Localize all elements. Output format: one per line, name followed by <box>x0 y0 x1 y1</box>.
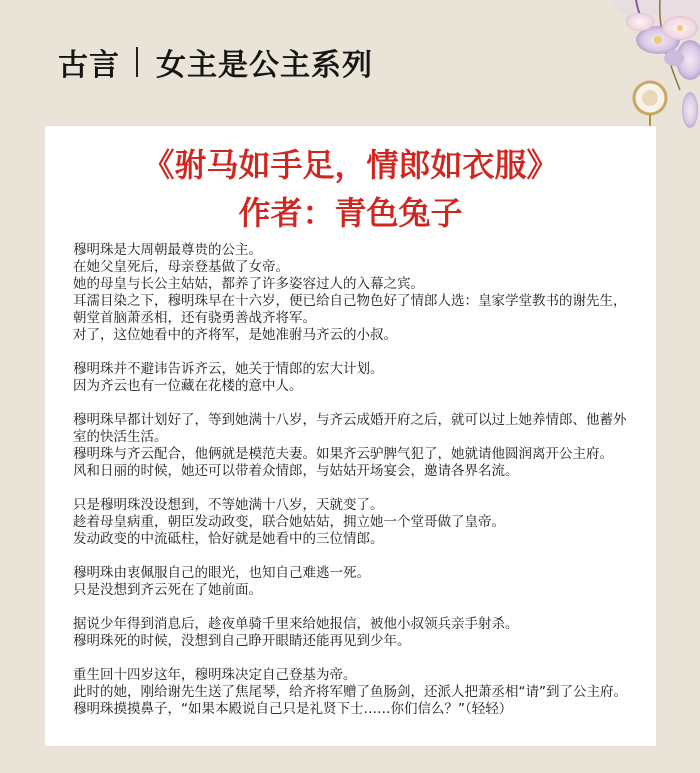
summary-card <box>45 126 656 746</box>
book-title: 《驸马如手足，情郎如衣服》 <box>142 146 559 184</box>
text-line: 重生回十四岁这年，穆明珠决定自己登基为帝。 <box>73 667 357 683</box>
synopsis <box>73 242 633 735</box>
text-line: 穆明珠是大周朝最尊贵的公主。 <box>73 242 262 258</box>
text-line: 趁着母皇病重，朝臣发动政变，联合她姑姑，拥立她一个堂哥做了皇帝。 <box>73 514 505 530</box>
paragraph <box>73 616 633 650</box>
paragraph <box>73 565 633 599</box>
text-line: 因为齐云也有一位藏在花楼的意中人。 <box>73 378 303 394</box>
category-label: 古言 <box>58 48 120 83</box>
text-line: 发动政变的中流砥柱，恰好就是她看中的三位情郎。 <box>73 531 384 547</box>
book-author: 作者：青色兔子 <box>238 194 463 232</box>
text-line: 只是穆明珠没设想到，不等她满十八岁，天就变了。 <box>73 497 384 513</box>
text-line: 穆明珠与齐云配合，他俩就是模范夫妻。如果齐云驴脾气犯了，她就请他圆润离开公主府。 <box>73 446 613 462</box>
header-divider <box>136 47 138 77</box>
text-line: 风和日丽的时候，她还可以带着众情郎，与姑姑开场宴会，邀请各界名流。 <box>73 463 519 479</box>
text-line: 穆明珠早都计划好了，等到她满十八岁，与齐云成婚开府之后，就可以过上她养情郎、他蓄外室的快活生活。 <box>73 412 627 445</box>
text-line: 穆明珠摸摸鼻子，“如果本殿说自己只是礼贤下士……你们信么？”（轻轻） <box>73 701 513 717</box>
paragraph <box>73 497 633 548</box>
text-line: 据说少年得到消息后，趁夜单骑千里来给她报信，被他小叔领兵亲手射杀。 <box>73 616 519 632</box>
text-line: 耳濡目染之下，穆明珠早在十六岁，便已给自己物色好了情郎人选：皇家学堂教书的谢先生，朝堂首脑萧丞相，还有骁勇善战齐将军。 <box>73 293 627 326</box>
paragraph <box>73 667 633 718</box>
text-line: 只是没想到齐云死在了她前面。 <box>73 582 262 598</box>
series-label: 女主是公主系列 <box>156 48 373 83</box>
text-line: 对了，这位她看中的齐将军，是她准驸马齐云的小叔。 <box>73 327 397 343</box>
text-line: 在她父皇死后，母亲登基做了女帝。 <box>73 259 289 275</box>
paragraph <box>73 412 633 480</box>
text-line: 穆明珠并不避讳告诉齐云，她关于情郎的宏大计划。 <box>73 361 384 377</box>
text-line: 她的母皇与长公主姑姑，都养了许多姿容过人的入幕之宾。 <box>73 276 424 292</box>
paragraph <box>73 242 633 344</box>
page-header <box>58 42 373 82</box>
text-line: 此时的她，刚给谢先生送了焦尾琴，给齐将军赠了鱼肠剑，还派人把萧丞相“请”到了公主府。 <box>73 684 627 700</box>
text-line: 穆明珠由衷佩服自己的眼光，也知自己难逃一死。 <box>73 565 370 581</box>
text-line: 穆明珠死的时候，没想到自己睁开眼睛还能再见到少年。 <box>73 633 411 649</box>
paragraph <box>73 361 633 395</box>
